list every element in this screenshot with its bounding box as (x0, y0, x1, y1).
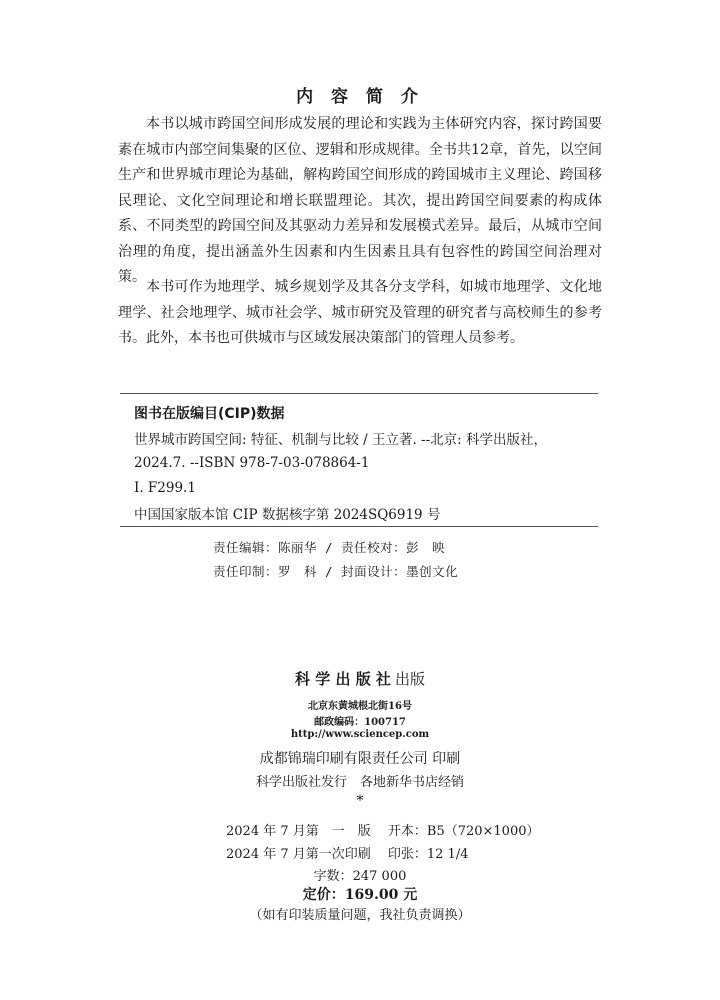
divider-bottom (120, 526, 598, 527)
summary-paragraph-1: 本书以城市跨国空间形成发展的理论和实践为主体研究内容，探讨跨国要素在城市内部空间集聚的区位、逻辑和形成规律。全书共12章，首先，以空间生产和世界城市理论为基础，解构跨国空间形成的跨国城市主义理论、跨国移民理论、文化空间理论和增长联盟理论。其次，提出跨国空间要素的构成体系、不同类型的跨国空间及其驱动力差异和发展模式差异。最后，从城市空间治理的角度，提出涵盖外生因素和内生因素且具有包容性的跨国空间治理对策。 (118, 116, 602, 285)
distribution-line: 科学出版社发行 各地新华书店经销 (255, 775, 464, 790)
price: 定价：169.00 元 (302, 887, 418, 903)
cip-line-isbn: 2024.7. --ISBN 978-7-03-078864-1 (134, 455, 370, 471)
credits-editor-proofreader: 责任编辑：陈丽华 / 责任校对：彭 映 (213, 540, 446, 555)
summary-title: 内 容 简 介 (296, 87, 424, 107)
cip-heading: 图书在版编目(CIP)数据 (134, 406, 285, 422)
summary-paragraph-2: 本书可作为地理学、城乡规划学及其各分支学科，如城市地理学、文化地理学、社会地理学、城市社会学、城市研究及管理的研究者与高校师生的参考书。此外，本书也可供城市与区域发展决策部门的管理人员参考。 (118, 279, 602, 346)
publisher-address: 北京东黄城根北街16号 (308, 701, 412, 712)
cip-line-record-number: 中国国家版本馆 CIP 数据核字第 2024SQ6919 号 (134, 507, 441, 523)
cip-line-title: 世界城市跨国空间: 特征、机制与比较 / 王立著. --北京: 科学出版社， (134, 432, 548, 448)
printer-line: 成都锦瑞印刷有限责任公司 印刷 (259, 751, 461, 767)
publisher-line (0, 668, 720, 689)
cip-line-classification: Ⅰ. F299.1 (134, 480, 196, 496)
publisher-logo-text: 科 学 出 版 社 (295, 670, 391, 688)
separator-star: * (356, 793, 364, 809)
edition-line: 2024 年 7 月第 一 版 开本：B5（720×1000） (226, 824, 540, 839)
publisher-postal-code: 邮政编码：100717 (314, 717, 406, 728)
printing-line: 2024 年 7 月第一次印刷 印张：12 1/4 (226, 847, 469, 862)
word-count: 字数：247 000 (313, 869, 407, 884)
publisher-suffix: 出版 (394, 670, 425, 688)
quality-notice: （如有印装质量问题，我社负责调换） (249, 908, 471, 923)
publisher-url: http://www.sciencep.com (290, 729, 430, 740)
credits-print-cover: 责任印制：罗 科 / 封面设计：墨创文化 (213, 564, 459, 579)
divider-top (120, 393, 598, 394)
